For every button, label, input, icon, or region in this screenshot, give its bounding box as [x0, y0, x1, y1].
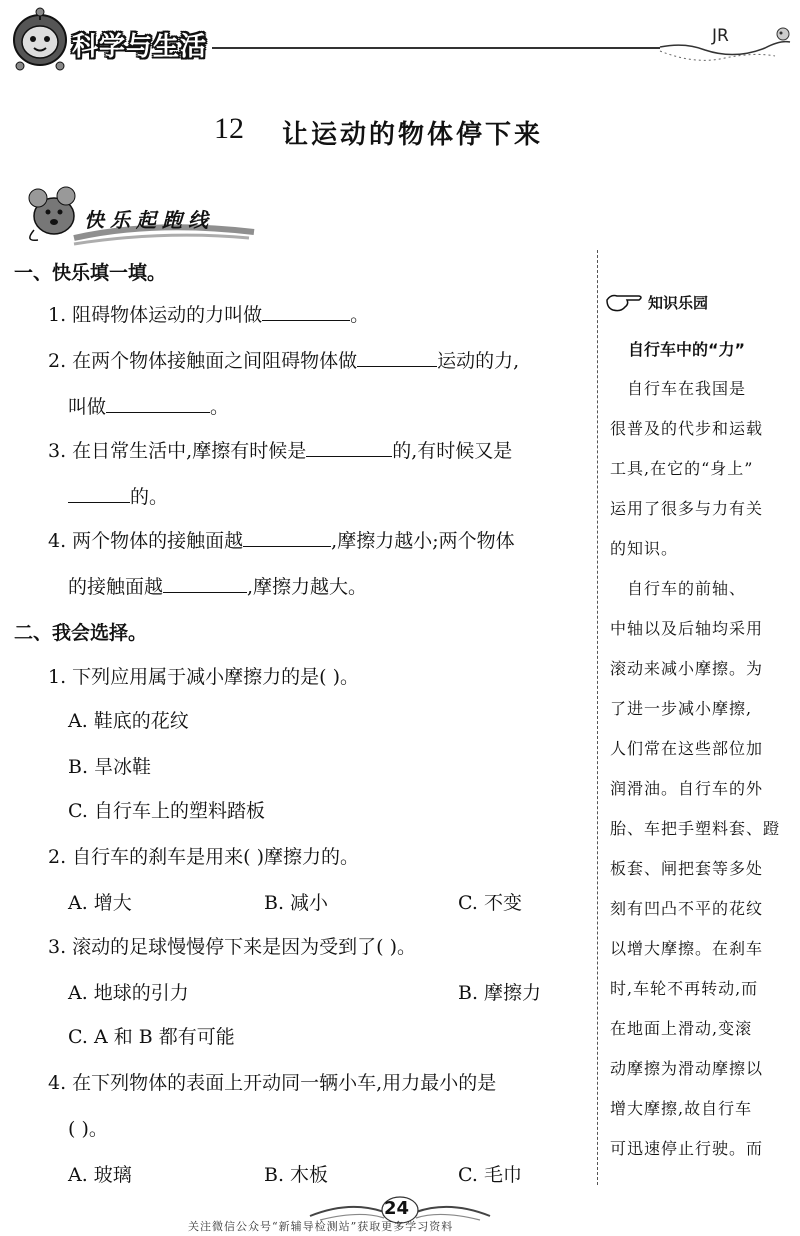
- sidebar-line: 中轴以及后轴均采用: [610, 619, 764, 638]
- choice-q3-option-b[interactable]: B. 摩擦力: [458, 982, 542, 1004]
- sidebar-line: 自行车在我国是: [610, 379, 747, 398]
- fill-q4-cont-end: ,摩擦力越大。: [247, 576, 368, 598]
- choice-q4-option-c[interactable]: C. 毛巾: [458, 1164, 522, 1186]
- fill-q2-end: 运动的力,: [437, 350, 520, 372]
- choice-q1: 1. 下列应用属于减小摩擦力的是( )。: [48, 666, 360, 688]
- fill-q4: [48, 526, 515, 553]
- fill-q2-text: 2. 在两个物体接触面之间阻碍物体做: [48, 350, 358, 372]
- choice-q1-option-b[interactable]: B. 旱冰鞋: [68, 756, 152, 778]
- sidebar-line: 刻有凹凸不平的花纹: [610, 899, 764, 918]
- fill-q1-end: 。: [350, 304, 370, 326]
- fill-q3-cont: [68, 482, 168, 509]
- sidebar-line: 自行车的前轴、: [610, 579, 747, 598]
- fill-q4-end: ,摩擦力越小;两个物体: [331, 530, 515, 552]
- fill-q2-cont-text: 叫做: [68, 396, 107, 418]
- fill-blank-5[interactable]: [68, 482, 130, 503]
- fill-q2: [48, 346, 519, 373]
- fill-q3-end: 的,有时候又是: [392, 440, 513, 462]
- fill-q2-cont-end: 。: [210, 396, 230, 418]
- header-rule: [212, 47, 660, 49]
- section2-title: 二、我会选择。: [14, 622, 148, 644]
- sidebar-line: 以增大摩擦。在刹车: [610, 939, 764, 958]
- page-number: 24: [384, 1198, 410, 1219]
- fill-blank-7[interactable]: [163, 572, 247, 593]
- sidebar-line: 人们常在这些部位加: [610, 739, 764, 758]
- sidebar-line: 胎、车把手塑料套、蹬: [610, 819, 781, 838]
- choice-q1-option-a[interactable]: A. 鞋底的花纹: [68, 710, 189, 732]
- choice-q3: 3. 滚动的足球慢慢停下来是因为受到了( )。: [48, 936, 417, 958]
- fill-blank-4[interactable]: [306, 436, 392, 457]
- brand-title: 科学与生活: [72, 32, 208, 62]
- sidebar-line: 动摩擦为滑动摩擦以: [610, 1059, 764, 1078]
- fill-q1: [48, 300, 369, 327]
- fill-q1-text: 1. 阻碍物体运动的力叫做: [48, 304, 263, 326]
- sidebar-line: 了进一步减小摩擦,: [610, 699, 753, 718]
- choice-q1-option-c[interactable]: C. 自行车上的塑料踏板: [68, 800, 265, 822]
- choice-q4-paren: ( )。: [68, 1118, 108, 1140]
- sidebar-line: 的知识。: [610, 539, 679, 558]
- column-divider: [597, 250, 598, 1185]
- fill-q4-cont: [68, 572, 367, 599]
- choice-q2-option-a[interactable]: A. 增大: [68, 892, 132, 914]
- section1-title: 一、快乐填一填。: [14, 262, 167, 284]
- fill-blank-3[interactable]: [106, 392, 210, 413]
- edition-label: JR: [712, 26, 729, 46]
- lesson-title: 让运动的物体停下来: [282, 120, 544, 150]
- lesson-number: 12: [214, 112, 244, 145]
- mascot-logo-icon: [10, 6, 70, 72]
- sidebar-line: 很普及的代步和运载: [610, 419, 764, 438]
- sidebar-line: 在地面上滑动,变滚: [610, 1019, 753, 1038]
- choice-q2: 2. 自行车的刹车是用来( )摩擦力的。: [48, 846, 360, 868]
- fill-q4-cont-text: 的接触面越: [68, 576, 164, 598]
- sidebar-line: 增大摩擦,故自行车: [610, 1099, 753, 1118]
- choice-q2-option-c[interactable]: C. 不变: [458, 892, 522, 914]
- fill-q4-text: 4. 两个物体的接触面越: [48, 530, 244, 552]
- section-banner-title: 快乐起跑线: [84, 208, 214, 232]
- fill-blank-2[interactable]: [357, 346, 437, 367]
- sidebar-heading: 知识乐园: [648, 294, 709, 312]
- pointing-hand-icon: [605, 290, 647, 314]
- fill-q3-text: 3. 在日常生活中,摩擦有时候是: [48, 440, 307, 462]
- fill-q3: [48, 436, 512, 463]
- fill-blank-1[interactable]: [262, 300, 350, 321]
- sidebar-line: 运用了很多与力有关: [610, 499, 764, 518]
- fill-blank-6[interactable]: [243, 526, 331, 547]
- sidebar-line: 时,车轮不再转动,而: [610, 979, 759, 998]
- footer-note: 关注微信公众号“新辅导检测站”获取更多学习资料: [188, 1220, 454, 1233]
- choice-q4-option-b[interactable]: B. 木板: [264, 1164, 329, 1186]
- fill-q2-cont: [68, 392, 229, 419]
- sidebar-line: 工具,在它的“身上”: [610, 459, 754, 478]
- choice-q4: 4. 在下列物体的表面上开动同一辆小车,用力最小的是: [48, 1072, 497, 1094]
- sidebar-line: 润滑油。自行车的外: [610, 779, 764, 798]
- sidebar-line: 可迅速停止行驶。而: [610, 1139, 764, 1158]
- choice-q3-option-c[interactable]: C. A 和 B 都有可能: [68, 1026, 235, 1048]
- sidebar-line: 滚动来减小摩擦。为: [610, 659, 764, 678]
- sidebar-line: 板套、闸把套等多处: [610, 859, 764, 878]
- choice-q4-option-a[interactable]: A. 玻璃: [68, 1164, 132, 1186]
- fill-q3-cont-end: 的。: [130, 486, 169, 508]
- choice-q2-option-b[interactable]: B. 减小: [264, 892, 329, 914]
- choice-q3-option-a[interactable]: A. 地球的引力: [68, 982, 189, 1004]
- sidebar-subtitle: 自行车中的“力”: [628, 340, 746, 359]
